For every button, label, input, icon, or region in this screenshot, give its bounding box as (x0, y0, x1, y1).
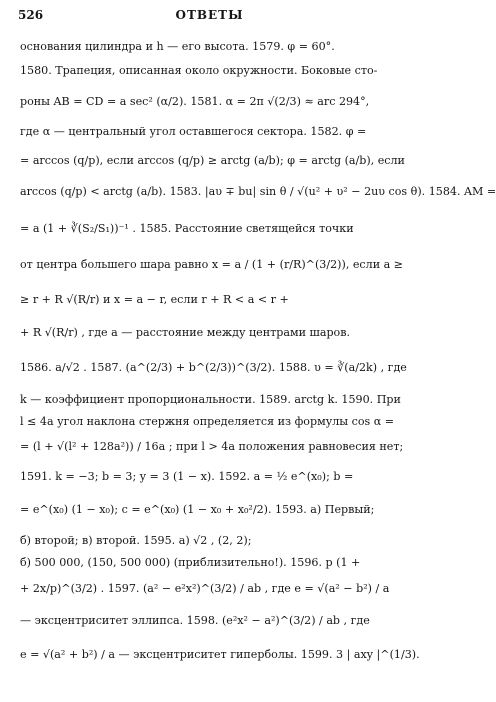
running-head: ОТВЕТЫ (175, 8, 244, 22)
text-line: + R √(R/r) , где a — расстояние между центрами шаров. (20, 326, 350, 339)
text-line: = e^(x₀) (1 − x₀); c = e^(x₀) (1 − x₀ + x₀²/2). 1593. а) Первый; (20, 503, 375, 516)
text-line: б) второй; в) второй. 1595. а) √2 , (2, 2); (20, 534, 252, 547)
text-line: e = √(a² + b²) / a — эксцентриситет гиперболы. 1599. 3 | axy |^(1/3). (20, 648, 420, 661)
text-line: = (l + √(l² + 128a²)) / 16a ; при l > 4a положения равновесия нет; (20, 440, 404, 453)
text-line: — эксцентриситет эллипса. 1598. (e²x² − a²)^(3/2) / ab , где (20, 614, 370, 627)
text-line: где α — центральный угол оставшегося сектора. 1582. φ = (20, 125, 367, 138)
text-line: роны AB = CD = a sec² (α/2). 1581. α = 2π √(2/3) ≈ arc 294°, (20, 95, 370, 108)
text-line: от центра большего шара равно x = a / (1 + (r/R)^(3/2)), если a ≥ (20, 258, 404, 271)
text-line: основания цилиндра и h — его высота. 1579. φ = 60°. (20, 40, 335, 53)
text-line: б) 500 000, (150, 500 000) (приблизительно!). 1596. p (1 + (20, 556, 361, 569)
text-line: + 2x/p)^(3/2) . 1597. (a² − e²x²)^(3/2) / ab , где e = √(a² − b²) / a (20, 582, 390, 595)
text-line: = arccos (q/p), если arccos (q/p) ≥ arctg (a/b); φ = arctg (a/b), если (20, 154, 405, 167)
text-line: = a (1 + ∛(S₂/S₁))⁻¹ . 1585. Расстояние светящейся точки (20, 222, 354, 235)
text-line: arccos (q/p) < arctg (a/b). 1583. |aυ ∓ bu| sin θ / √(u² + υ² − 2uυ cos θ). 1584. AM = (20, 185, 496, 198)
page-number: 526 (18, 8, 44, 22)
text-line: l ≤ 4a угол наклона стержня определяется из формулы cos α = (20, 415, 395, 428)
text-line: k — коэффициент пропорциональности. 1589. arctg k. 1590. При (20, 393, 401, 406)
text-line: 1580. Трапеция, описанная около окружности. Боковые сто- (20, 64, 378, 77)
text-line: 1591. k = −3; b = 3; y = 3 (1 − x). 1592. a = ½ e^(x₀); b = (20, 470, 354, 483)
page-header (18, 8, 401, 26)
text-line: ≥ r + R √(R/r) и x = a − r, если r + R < a < r + (20, 293, 289, 306)
text-line: 1586. a/√2 . 1587. (a^(2/3) + b^(2/3))^(3/2). 1588. υ = ∛(a/2k) , где (20, 361, 407, 374)
